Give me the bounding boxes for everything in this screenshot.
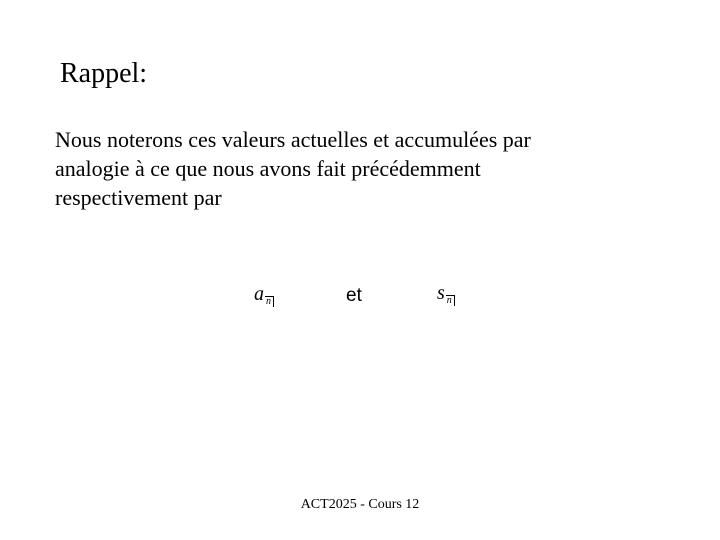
formula-s-angle-subscript: n (446, 295, 455, 306)
body-line-2: analogie à ce que nous avons fait précédemment (55, 156, 481, 181)
formula-s-symbol: s (437, 282, 445, 304)
formula-a-symbol: a (254, 283, 264, 305)
annuity-accumulated-value-symbol (437, 282, 455, 306)
body-line-3: respectivement par (55, 185, 222, 210)
body-paragraph (55, 125, 675, 212)
annuity-present-value-symbol (254, 283, 274, 307)
formula-a-angle-subscript: n (265, 296, 274, 307)
slide-title: Rappel: (60, 58, 148, 89)
connector-text: et (346, 285, 362, 306)
slide-footer: ACT2025 - Cours 12 (300, 497, 420, 512)
body-line-1: Nous noterons ces valeurs actuelles et accumulées par (55, 127, 531, 152)
